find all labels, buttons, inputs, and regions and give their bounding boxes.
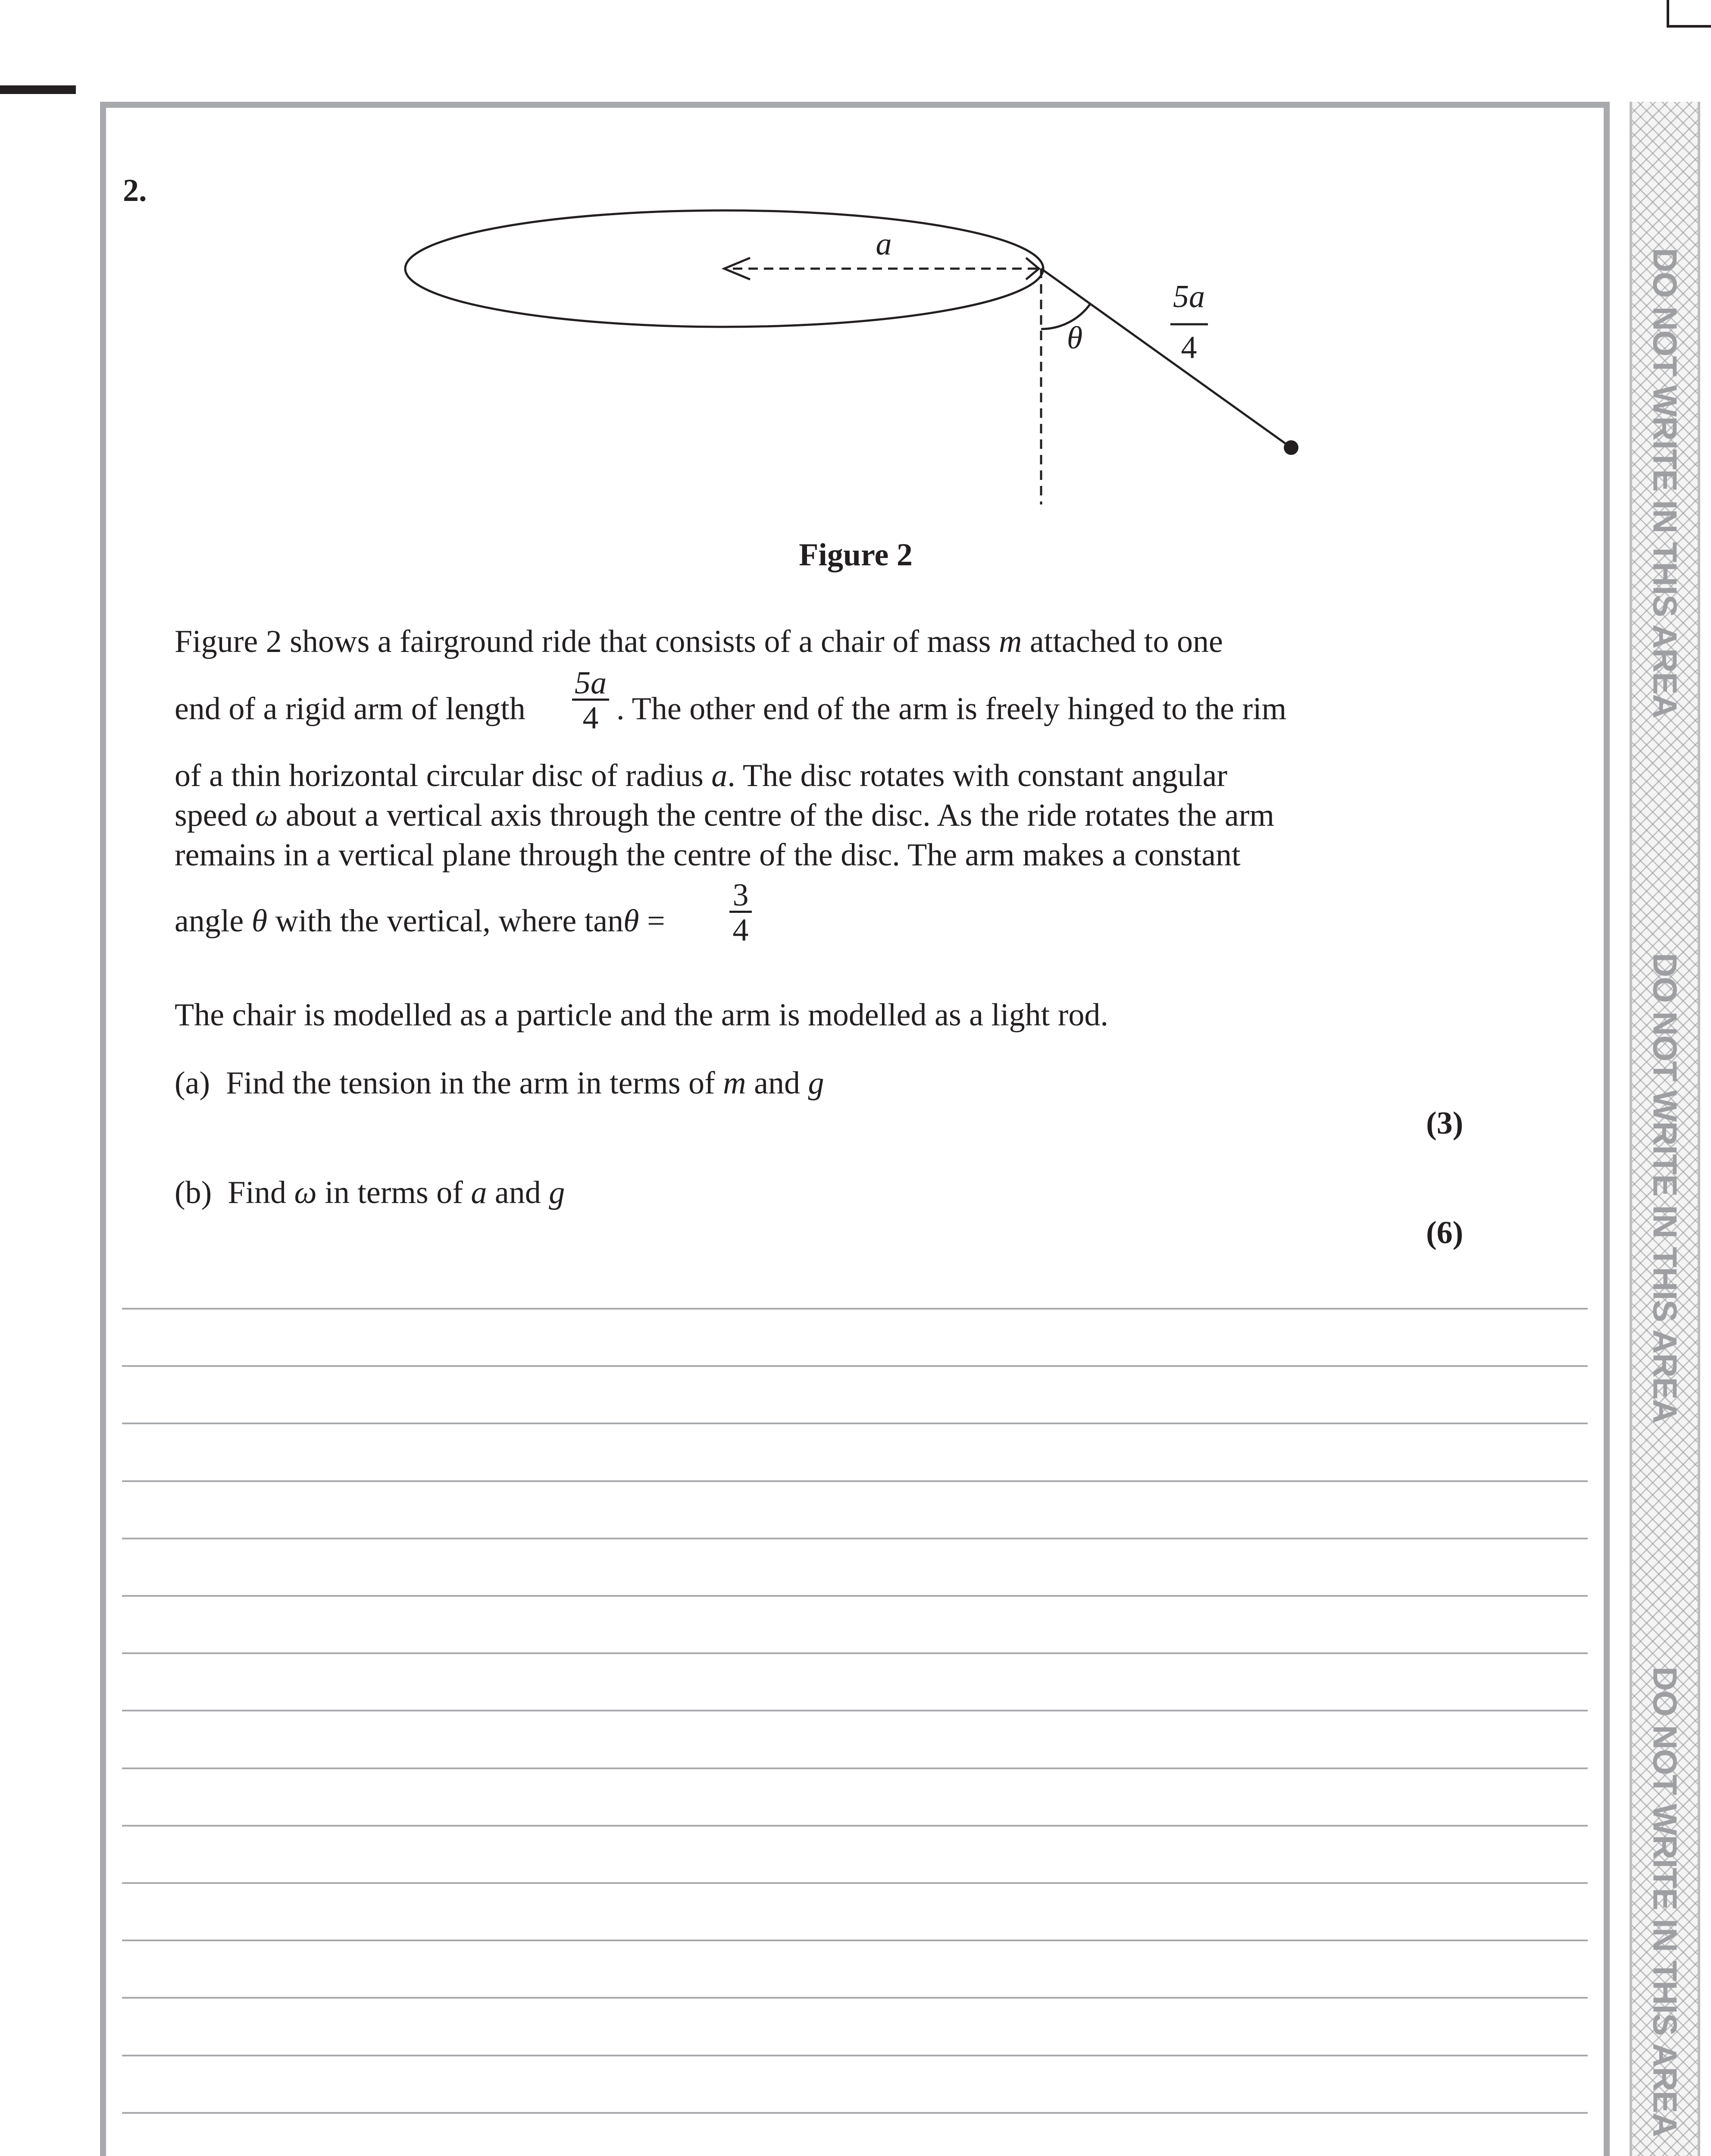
var-theta: θ [251,903,268,939]
crop-mark-top-left [0,85,76,94]
paragraph-line-2a: end of a rigid arm of length [175,691,525,727]
line1-text-a: Figure 2 shows a fairground ride that consists of a chair of mass [175,624,999,659]
answer-line[interactable] [122,1997,1588,1999]
line4-text-a: speed [175,798,255,833]
figure-2-diagram [388,194,1358,522]
var-theta-2: θ [623,903,639,939]
part-b-and: and [487,1175,549,1210]
line6-text-b: with the vertical, where tan [267,903,624,939]
paragraph-line-4 [175,796,1274,835]
part-a-var-g: g [808,1065,824,1101]
answer-line[interactable] [122,1825,1588,1827]
fraction-numerator: 5a [575,665,607,701]
answer-line[interactable] [122,2112,1588,2114]
line6-text-a: angle [175,903,252,939]
tan-fraction-numerator: 3 [732,877,749,913]
line4-text-b: about a vertical axis through the centre of the disc. As the ride rotates the arm [278,798,1274,833]
part-b-text-b: in terms of [316,1175,471,1210]
part-b-var-g: g [549,1175,565,1210]
answer-line[interactable] [122,1652,1588,1654]
question-number: 2. [123,173,147,208]
part-b [175,1173,565,1213]
crop-mark-top-right-h [1667,25,1711,28]
part-a-var-m: m [723,1065,746,1101]
line3-text-a: of a thin horizontal circular disc of radius [175,758,712,793]
figure-caption: Figure 2 [799,537,913,573]
paragraph-line-5: remains in a vertical plane through the centre of the disc. The arm makes a constant [175,837,1241,873]
var-m: m [998,624,1022,659]
rigid-arm [1041,269,1291,448]
paragraph-line-2b: . The other end of the arm is freely hinged to the rim [616,691,1287,727]
line3-text-b: . The disc rotates with constant angular [727,758,1227,793]
arm-length-numerator: 5a [1173,279,1205,314]
tan-fraction-denominator: 4 [732,912,749,948]
angle-arc [1041,304,1090,329]
part-a-and: and [746,1065,808,1101]
answer-line[interactable] [122,1365,1588,1367]
part-a [175,1063,824,1103]
part-b-var-omega: ω [294,1175,317,1210]
line6-equals: = [639,903,665,939]
arm-length-fraction [571,663,610,738]
answer-line[interactable] [122,1480,1588,1482]
crop-mark-top-right-v [1667,0,1669,26]
chair-particle [1284,440,1298,455]
model-statement: The chair is modelled as a particle and the arm is modelled as a light rod. [175,997,1108,1033]
part-a-label: (a) [175,1065,210,1101]
answer-line[interactable] [122,1423,1588,1424]
var-omega: ω [255,798,278,833]
answer-line[interactable] [122,1595,1588,1597]
answer-line[interactable] [122,1882,1588,1884]
answer-line[interactable] [122,1308,1588,1310]
paragraph-line-6 [175,901,665,941]
answer-line[interactable] [122,1940,1588,1941]
arm-length-denominator: 4 [1181,330,1197,365]
part-a-text: Find the tension in the arm in terms of [226,1065,723,1101]
paragraph-line-1 [175,622,1223,661]
part-b-label: (b) [175,1175,212,1210]
fraction-denominator: 4 [582,700,599,736]
tan-fraction [726,875,756,950]
part-b-marks: (6) [1426,1215,1464,1250]
paragraph-line-3 [175,756,1227,796]
angle-label: θ [1067,320,1083,356]
var-a: a [711,758,728,793]
part-b-var-a: a [471,1175,487,1210]
line1-text-b: attached to one [1022,624,1223,659]
answer-line[interactable] [122,2055,1588,2056]
answer-line[interactable] [122,1767,1588,1769]
answer-line[interactable] [122,1710,1588,1711]
radius-label: a [876,226,892,262]
answer-line[interactable] [122,1538,1588,1539]
part-a-marks: (3) [1426,1106,1464,1141]
part-b-text-a: Find [228,1175,294,1210]
